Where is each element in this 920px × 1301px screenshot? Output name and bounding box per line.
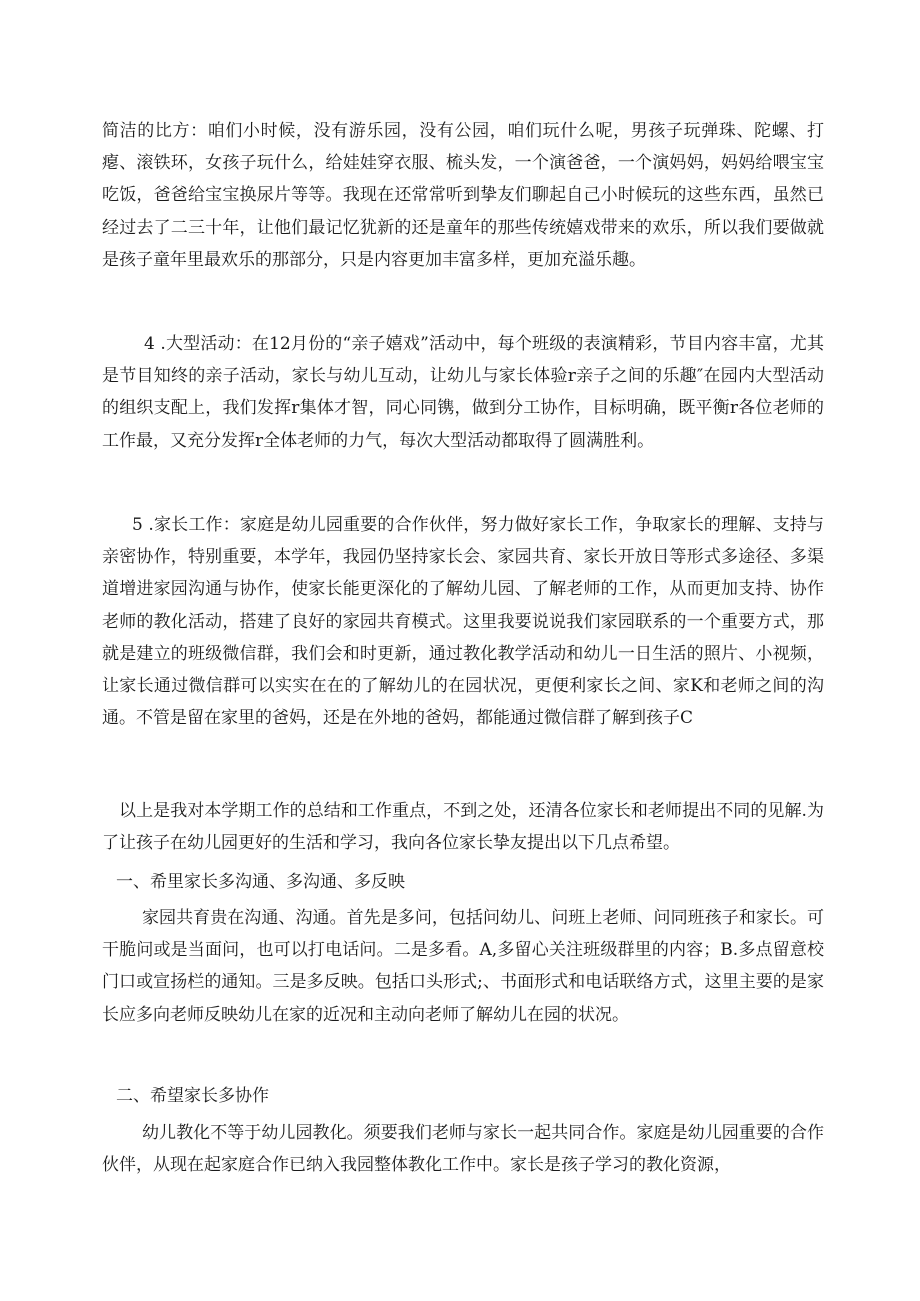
section-heading-cooperation: 二、希望家长多协作 [116, 1086, 269, 1106]
paragraph-childhood-games: 简洁的比方：咱们小时候，没有游乐园，没有公园，咱们玩什么呢，男孩子玩弹珠、陀螺、打瘪、滚铁环，女孩子玩什么，给娃娃穿衣服、梳头发，一个演爸爸，一个演妈妈，妈妈给喂宝宝吃饭，爸爸给宝宝换尿片等等。我现在还常常听到挚友们聊起自己小时候玩的这些东西，虽然已经过去了二三十年，让他们最记忆犹新的还是童年的那些传统嬉戏带来的欢乐，所以我们要做就是孩子童年里最欢乐的那部分，只是内容更加丰富多样，更加充溢乐趣。 [102, 121, 824, 270]
paragraph-large-activities: 4 .大型活动：在12月份的“亲子嬉戏”活动中，每个班级的表演精彩，节目内容丰富，尤其是节目知终的亲子活动，家长与幼儿互动，让幼儿与家长体验r亲子之间的乐趣″在园内大型活动的组织支配上，我们发挥r集体才智，同心同镌，做到分工协作，目标明确，既平衡r各位老师的工作最，又充分发挥r全体老师的力气，每次大型活动都取得了圆满胜利。 [102, 334, 824, 451]
section-heading-communication: 一、希里家长多沟通、多沟通、多反映 [116, 872, 405, 892]
paragraph-parent-work: 5 .家长工作：家庭是幼儿园重要的合作伙伴，努力做好家长工作，争取家长的理解、支持与亲密协作，特别重要，本学年，我园仍坚持家长会、家园共育、家长开放日等形式多途径、多渠道增进家园沟通与协作，使家长能更深化的了解幼儿园、了解老师的工作，从而更加支持、协作老师的教化活动，搭建了良好的家园共育模式。这里我要说说我们家园联系的一个重要方式，那就是建立的班级微信群，我们会和时更新，通过教化教学活动和幼儿一日生活的照片、小视频，让家长通过微信群可以实实在在的了解幼儿的在园状况，更便利家长之间、家K和老师之间的沟通。不管是留在家里的爸妈，还是在外地的爸妈，都能通过微信群了解到孩子C [102, 515, 824, 729]
paragraph-communication: 家园共育贵在沟通、沟通。首先是多问，包括问幼儿、问班上老师、问同班孩子和家长。可干脆问或是当面问，也可以打电话问。二是多看。A,多留心关注班级群里的内容；B.多点留意校门口或宣扬栏的通知。三是多反映。包括口头形式;、书面形式和电话联络方式，这里主要的是家长应多向老师反映幼儿在家的近况和主动向老师了解幼儿在园的状况。 [102, 908, 824, 1025]
paragraph-cooperation: 幼儿教化不等于幼儿园教化。须要我们老师与家长一起共同合作。家庭是幼儿园重要的合作伙伴，从现在起家庭合作已纳入我园整体教化工作中。家长是孩子学习的教化资源， [102, 1123, 824, 1176]
paragraph-summary: 以上是我对本学期工作的总结和工作重点，不到之处，还清各位家长和老师提出不同的见解.为了让孩子在幼儿园更好的生活和学习，我向各位家长挚友提出以下几点希望。 [102, 801, 824, 854]
